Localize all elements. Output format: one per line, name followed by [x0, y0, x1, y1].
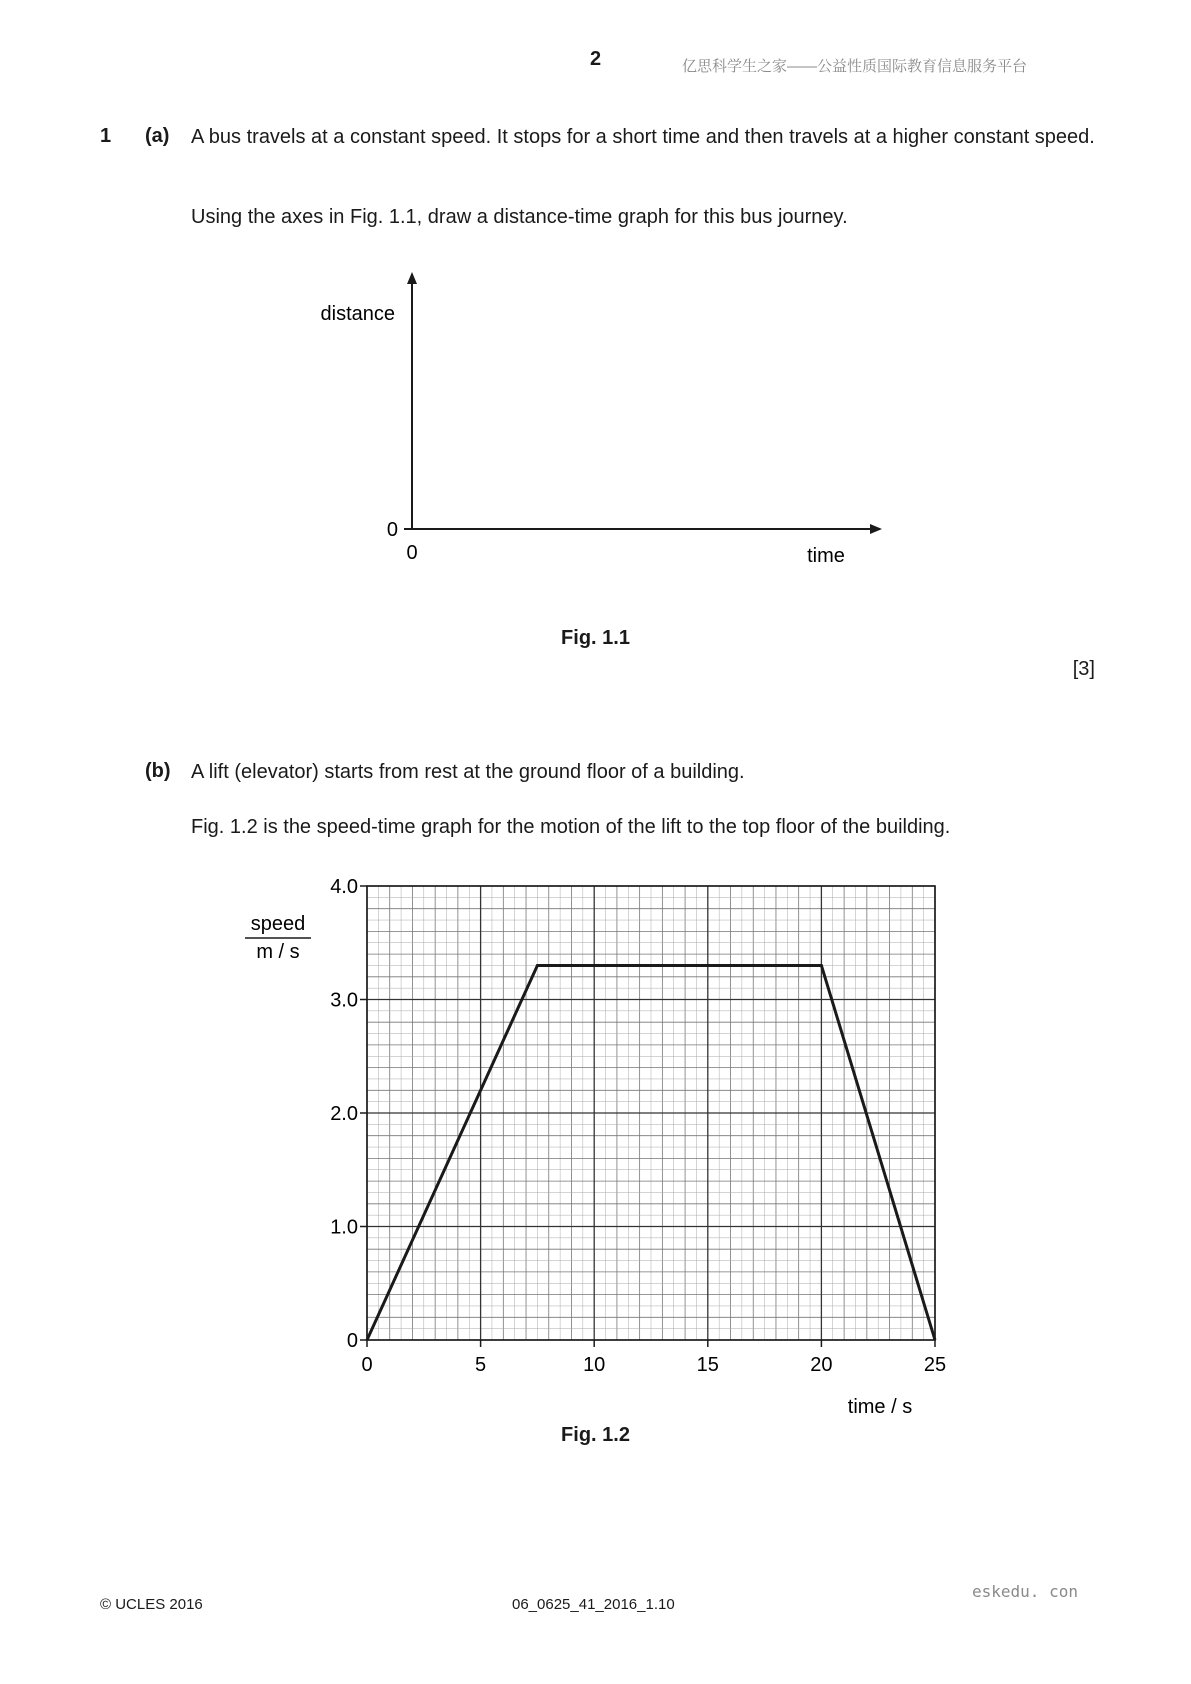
- fig-1-1-axes: [0, 0, 1191, 600]
- x-axis-label: time / s: [847, 1396, 913, 1418]
- part-a-label: (a): [145, 125, 170, 147]
- y-tick-label: 3.0: [330, 989, 358, 1012]
- fig-1-1-ylabel: distance: [320, 303, 395, 325]
- fig-1-2-chart: [0, 850, 1191, 1430]
- x-tick-label: 20: [810, 1354, 833, 1376]
- marks-part-a: [3]: [1072, 658, 1095, 680]
- tick-labels: [330, 876, 946, 1376]
- part-a-text: A bus travels at a constant speed. It stops for a short time and then travels at a higher constant speed.: [191, 126, 1095, 148]
- x-tick-label: 5: [475, 1354, 487, 1376]
- y-tick-label: 1.0: [330, 1216, 358, 1239]
- y-axis-label-top: speed: [250, 913, 306, 935]
- watermark-header: 亿思科学生之家——公益性质国际教育信息服务平台: [682, 58, 1028, 75]
- footer-paper-code: 06_0625_41_2016_1.10: [512, 1596, 675, 1613]
- fig-1-1-y-origin: 0: [386, 519, 398, 541]
- fig-1-1-x-origin: 0: [406, 542, 418, 564]
- question-number: 1: [100, 125, 112, 147]
- x-tick-label: 10: [583, 1354, 606, 1376]
- part-a-instruction: Using the axes in Fig. 1.1, draw a distance-time graph for this bus journey.: [191, 206, 848, 228]
- x-tick-label: 15: [696, 1354, 719, 1376]
- y-axis-label-bottom: m / s: [256, 941, 300, 963]
- axis-ticks: [360, 886, 935, 1347]
- footer-copyright: © UCLES 2016: [100, 1596, 203, 1613]
- y-tick-label: 4.0: [330, 876, 358, 898]
- part-b-description: Fig. 1.2 is the speed-time graph for the motion of the lift to the top floor of the building.: [191, 816, 951, 838]
- y-tick-label: 0: [346, 1330, 358, 1352]
- fig-1-2-caption: Fig. 1.2: [561, 1424, 630, 1446]
- x-tick-label: 0: [361, 1354, 373, 1376]
- y-tick-label: 2.0: [330, 1103, 358, 1125]
- page-number: 2: [589, 48, 602, 70]
- fig-1-1-caption: Fig. 1.1: [561, 627, 630, 649]
- x-tick-label: 25: [923, 1354, 947, 1376]
- footer-watermark: eskedu. con: [972, 1582, 1078, 1601]
- part-b-label: (b): [145, 760, 171, 782]
- fig-1-1-xlabel: time: [807, 545, 845, 567]
- part-b-text: A lift (elevator) starts from rest at the ground floor of a building.: [191, 761, 745, 783]
